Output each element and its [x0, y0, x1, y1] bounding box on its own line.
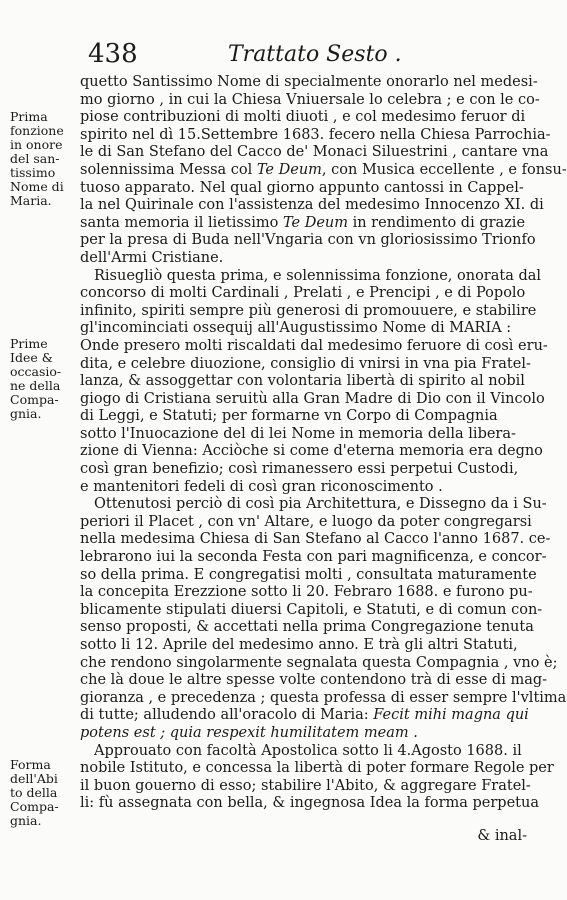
text-line [80, 373, 535, 391]
text-line [80, 426, 535, 444]
text-line [80, 479, 535, 497]
line-text: che là doue le altre spesse volte contendono trà di esse di mag- [80, 672, 548, 689]
line-text: lanza, & assoggettar con volontaria libertà di spirito al nobil [80, 373, 525, 390]
line-text: infinito, spiriti sempre più generosi di promouuere, e stabilire [80, 302, 537, 319]
line-text: tuoso apparato. Nel qual giorno appunto cantossi in Cappel- [80, 179, 524, 196]
line-text: dell'Armi Cristiane. [80, 249, 224, 266]
text-line [80, 725, 535, 743]
text-line [80, 760, 554, 778]
text-line [80, 197, 544, 215]
text-line [80, 250, 535, 268]
line-text: dita, e celebre diuozione, consiglio di vnirsi in vna pia Fratel- [80, 355, 531, 372]
text-line [80, 337, 548, 356]
text-line [80, 215, 535, 233]
catchword: & inal- [477, 828, 527, 844]
page-number: 438 [88, 39, 138, 69]
line-text: nobile Istituto, e concessa la libertà di poter formare Regole per [80, 760, 554, 777]
text-line [80, 689, 567, 708]
text-line [80, 619, 535, 637]
line-text: Risuegliò questa prima, e solennissima fonzione, onorata dal [94, 267, 542, 284]
line-text: in rendimento di grazie [347, 214, 526, 231]
line-text: il buon gouerno di esso; stabilire l'Abito, & aggregare Fratel- [80, 777, 531, 794]
line-text: che rendono singolarmente segnalata questa Compagnia , vno è; [80, 654, 558, 671]
margin-note-prime-idee: Prime Idee & occasio- ne della Compa- gnia. [10, 336, 62, 421]
line-text: Onde presero molti riscaldati dal medesimo feruore di così eru- [80, 337, 548, 354]
text-line [80, 267, 542, 286]
text-line [80, 584, 535, 602]
text-line [80, 601, 543, 620]
text-line [80, 672, 548, 690]
line-text: concorso di molti Cardinali , Prelati , e Prencipi , e di Popolo [80, 285, 526, 302]
italic-phrase: potens est ; quia respexit humilitatem meam . [80, 724, 418, 741]
line-text: nella medesima Chiesa di San Stefano al Cacco l'anno 1687. ce- [80, 531, 551, 548]
text-line [80, 408, 535, 426]
text-line [80, 356, 535, 374]
text-line [80, 390, 545, 409]
text-line [80, 531, 551, 549]
line-text: la concepita Erezzione sotto li 20. Febraro 1688. e furono pu- [80, 584, 533, 601]
body-text [80, 74, 567, 813]
line-text: così gran benefizio; così rimanessero essi perpetui Custodi, [80, 461, 519, 478]
line-text: piose contribuzioni di molti diuoti , e col medesimo feruor di [80, 109, 526, 126]
line-text: sotto li 12. Aprile del medesimo anno. E trà gli altri Statuti, [80, 637, 518, 653]
line-text: la nel Quirinale con l'assistenza del medesimo Innocenzo XI. di [80, 197, 544, 214]
line-text: zione di Vienna: Acciòche si come d'eterna memoria era degno [80, 443, 543, 460]
line-text: per la presa di Buda nell'Vngaria con vn gloriosissimo Trionfo [80, 232, 536, 249]
line-text: periori il Placet , con vn' Altare, e luogo da poter congregarsi [80, 513, 532, 530]
line-text: sotto l'Inuocazione del di lei Nome in memoria della libera- [80, 425, 516, 442]
italic-phrase: Te Deum [256, 161, 322, 178]
text-line [80, 74, 538, 92]
line-text: Ottenutosi perciò di così pia Architettura, e Dissegno da i Su- [94, 496, 547, 513]
text-line [80, 743, 535, 761]
text-line [80, 180, 535, 198]
line-text: quetto Santissimo Nome di specialmente onorarlo nel medesi- [80, 74, 538, 90]
line-text: so della prima. E congregatisi molti , consultata maturamente [80, 566, 537, 583]
line-text: , con Musica eccellente , e fonsu- [321, 161, 567, 178]
text-line [80, 549, 547, 567]
line-text: Approuato con facoltà Apostolica sotto li 4.Agosto 1688. il [94, 742, 522, 759]
line-text: mo giorno , in cui la Chiesa Vniuersale lo celebra ; e con le co- [80, 91, 540, 108]
text-line [80, 637, 535, 655]
text-line [80, 303, 535, 321]
line-text: gl'incominciati ossequij all'Augustissimo Nome di MARIA : [80, 320, 512, 337]
text-line [80, 654, 558, 673]
text-line [80, 707, 535, 725]
line-text: giogo di Cristiana seruitù alla Gran Madre di Dio con il Vincolo [80, 390, 545, 407]
text-line [80, 109, 535, 127]
line-text: spirito nel dì 15.Settembre 1683. fecero nella Chiesa Parrochia- [80, 126, 551, 143]
line-text: solennissima Messa col [80, 161, 257, 178]
margin-note-forma-abito: Forma dell'Abi to della Compa- gnia. [10, 757, 59, 828]
line-text: santa memoria il lietissimo [80, 214, 283, 231]
italic-phrase: Te Deum [282, 214, 348, 231]
line-text: gioranza , e precedenza ; questa professa di esser sempre l'vltima [80, 689, 567, 706]
text-line [80, 91, 540, 110]
line-text: li: fù assegnata con bella, & ingegnosa Idea la forma perpetua [80, 795, 539, 812]
text-line [80, 496, 547, 514]
line-text: senso proposti, & accettati nella prima Congregazione tenuta [80, 619, 534, 636]
text-line [80, 778, 535, 796]
line-text: di tutte; alludendo all'oracolo di Maria: [80, 707, 374, 724]
text-line [80, 232, 535, 250]
text-line [80, 144, 549, 162]
text-line [80, 461, 535, 479]
text-line [80, 514, 535, 532]
italic-phrase: Fecit mihi magna qui [373, 707, 529, 724]
page-header [88, 40, 525, 68]
text-line [80, 320, 535, 338]
text-line [80, 567, 535, 585]
text-line [80, 161, 567, 180]
line-text: e mantenitori fedeli di così gran riconoscimento . [80, 478, 443, 495]
text-line [80, 443, 543, 461]
margin-note-prima-fonzione: Prima fonzione in onore del san- tissimo Nome di Maria. [10, 109, 64, 208]
text-line [80, 126, 551, 145]
text-line [80, 795, 539, 813]
line-text: blicamente stipulati diuersi Capitoli, e Statuti, e di comun con- [80, 601, 543, 618]
text-line [80, 285, 535, 303]
running-head: Trattato Sesto . [228, 42, 402, 67]
line-text: lebrarono iui la seconda Festa con pari magnificenza, e concor- [80, 549, 547, 566]
line-text: di Leggi, e Statuti; per formarne vn Corpo di Compagnia [80, 408, 498, 425]
line-text: le di San Stefano del Cacco de' Monaci Siluestrini , cantare vna [80, 144, 549, 161]
